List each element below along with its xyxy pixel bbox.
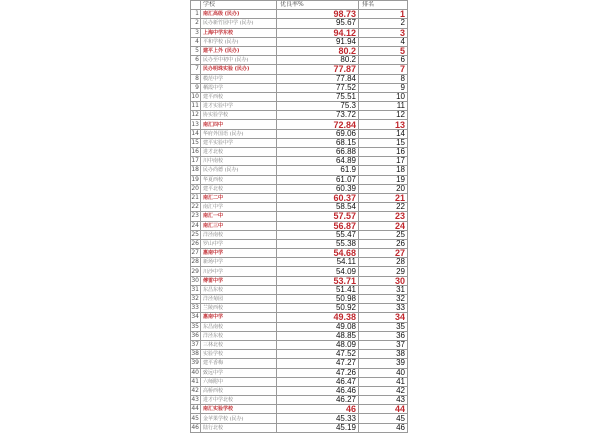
rate-cell: 49.08	[277, 322, 359, 331]
row-number-cell: 28	[191, 258, 199, 266]
rate-cell: 60.37	[277, 193, 359, 202]
rate-cell: 51.41	[277, 285, 359, 294]
table-row	[191, 65, 408, 74]
rank-cell: 43	[359, 396, 408, 405]
rank-cell: 3	[359, 28, 408, 37]
rate-cell: 55.47	[277, 230, 359, 239]
spreadsheet	[190, 0, 407, 432]
rank-cell: 16	[359, 148, 408, 157]
rate-cell: 55.38	[277, 239, 359, 248]
row-number-cell: 15	[191, 138, 199, 146]
row-number-cell: 42	[191, 386, 199, 394]
row-number-cell: 39	[191, 359, 199, 367]
rate-cell: 54.09	[277, 267, 359, 276]
rate-cell: 46.47	[277, 377, 359, 386]
row-number-cell: 36	[191, 331, 199, 339]
table-row	[191, 295, 408, 304]
rate-cell: 50.98	[277, 295, 359, 304]
rank-cell: 15	[359, 138, 408, 147]
school-cell: 栖霞中学	[201, 83, 277, 92]
school-cell: 民办明珠实验 (民办)	[201, 65, 277, 74]
table-row	[191, 148, 408, 157]
corner-cell	[191, 1, 201, 10]
rate-cell: 77.84	[277, 74, 359, 83]
table-row	[191, 230, 408, 239]
table-row	[191, 74, 408, 83]
table-row	[191, 212, 408, 221]
table-row	[191, 46, 408, 55]
rate-cell: 47.27	[277, 359, 359, 368]
row-number-cell: 33	[191, 304, 199, 312]
school-cell: 南汇一中	[201, 212, 277, 221]
school-cell: 南汇三中	[201, 221, 277, 230]
school-cell: 惠南中学	[201, 313, 277, 322]
rank-cell: 35	[359, 322, 408, 331]
rate-cell: 48.09	[277, 340, 359, 349]
row-number-cell: 9	[191, 83, 201, 92]
rank-cell: 9	[359, 83, 408, 92]
row-number-cell: 12	[191, 111, 199, 119]
rate-cell: 47.26	[277, 368, 359, 377]
table-row	[191, 359, 408, 368]
rank-cell: 12	[359, 111, 408, 120]
rate-cell: 60.39	[277, 184, 359, 193]
school-cell: 南汇二中	[201, 193, 277, 202]
table-row	[191, 267, 408, 276]
school-cell: 三林北校	[201, 340, 277, 349]
school-cell: 洋泾东校	[201, 331, 277, 340]
school-cell: 惠南中学	[201, 249, 277, 258]
table-row	[191, 249, 408, 258]
school-cell: 兰陵西校	[201, 304, 277, 313]
rank-cell: 46	[359, 423, 408, 432]
table-row	[191, 368, 408, 377]
table-row	[191, 193, 408, 202]
row-number-cell: 11	[191, 102, 199, 110]
row-number-cell: 6	[191, 56, 201, 65]
table-row	[191, 138, 408, 147]
rate-cell: 46.46	[277, 386, 359, 395]
school-cell: 南汇四中	[201, 120, 277, 129]
table-row	[191, 37, 408, 46]
table-row	[191, 377, 408, 386]
school-cell: 东昌南校	[201, 322, 277, 331]
rank-cell: 8	[359, 74, 408, 83]
rate-cell: 80.2	[277, 56, 359, 65]
rank-cell: 5	[359, 46, 408, 55]
ranking-table	[190, 0, 408, 433]
rank-cell: 38	[359, 350, 408, 359]
school-cell: 民办至中初中 (民办)	[201, 56, 277, 65]
rank-cell: 45	[359, 414, 408, 423]
table-row	[191, 423, 408, 432]
rate-cell: 54.68	[277, 249, 359, 258]
school-cell: 平和学校 (民办)	[201, 37, 277, 46]
rank-cell: 28	[359, 258, 408, 267]
rank-cell: 40	[359, 368, 408, 377]
row-number-cell: 38	[191, 350, 199, 358]
table-row	[191, 184, 408, 193]
row-number-cell: 22	[191, 203, 199, 211]
table-row	[191, 340, 408, 349]
rate-cell: 95.67	[277, 19, 359, 28]
table-row	[191, 304, 408, 313]
table-row	[191, 83, 408, 92]
rate-cell: 61.9	[277, 166, 359, 175]
rate-cell: 56.87	[277, 221, 359, 230]
row-number-cell: 14	[191, 129, 199, 137]
table-row	[191, 322, 408, 331]
table-row	[191, 10, 408, 19]
table-row	[191, 56, 408, 65]
row-number-cell: 40	[191, 368, 199, 376]
table-row	[191, 19, 408, 28]
rank-cell: 6	[359, 56, 408, 65]
rank-cell: 25	[359, 230, 408, 239]
rank-cell: 4	[359, 37, 408, 46]
rank-cell: 27	[359, 249, 408, 258]
rank-cell: 13	[359, 120, 408, 129]
rate-cell: 54.11	[277, 258, 359, 267]
rank-cell: 30	[359, 276, 408, 285]
table-row	[191, 157, 408, 166]
row-number-cell: 23	[191, 212, 199, 220]
rank-cell: 14	[359, 129, 408, 138]
rate-cell: 72.84	[277, 120, 359, 129]
row-number-cell: 4	[191, 37, 201, 46]
row-number-cell: 41	[191, 377, 199, 385]
school-cell: 建平北校	[201, 184, 277, 193]
rank-cell: 20	[359, 184, 408, 193]
rate-cell: 61.07	[277, 175, 359, 184]
rate-cell: 53.71	[277, 276, 359, 285]
rank-cell: 31	[359, 285, 408, 294]
table-row	[191, 111, 408, 120]
rate-cell: 50.92	[277, 304, 359, 313]
rate-cell: 47.52	[277, 350, 359, 359]
rank-cell: 17	[359, 157, 408, 166]
rate-cell: 45.33	[277, 414, 359, 423]
rate-cell: 49.38	[277, 313, 359, 322]
school-cell: 南汇实验学校	[201, 405, 277, 414]
table-row	[191, 120, 408, 129]
school-cell: 建平实验中学	[201, 138, 277, 147]
rank-cell: 24	[359, 221, 408, 230]
rate-cell: 75.51	[277, 92, 359, 101]
table-row	[191, 405, 408, 414]
row-number-cell: 29	[191, 267, 199, 275]
rate-cell: 58.54	[277, 203, 359, 212]
table-row	[191, 175, 408, 184]
table-row	[191, 92, 408, 101]
school-cell: 建平西校	[201, 92, 277, 101]
rate-cell: 45.19	[277, 423, 359, 432]
rate-cell: 57.57	[277, 212, 359, 221]
table-body	[191, 1, 408, 433]
rate-cell: 73.72	[277, 111, 359, 120]
rate-cell: 66.88	[277, 148, 359, 157]
table-row	[191, 331, 408, 340]
school-cell: 东昌东校	[201, 285, 277, 294]
row-number-cell: 8	[191, 74, 201, 83]
school-cell: 陆行北校	[201, 423, 277, 432]
school-cell: 六师附中	[201, 377, 277, 386]
school-cell: 上海中学东校	[201, 28, 277, 37]
rank-cell: 18	[359, 166, 408, 175]
rate-cell: 75.3	[277, 102, 359, 111]
rank-cell: 21	[359, 193, 408, 202]
row-number-cell: 18	[191, 166, 199, 174]
row-number-cell: 5	[191, 46, 201, 55]
header-school: 学校	[201, 1, 277, 10]
school-cell: 高桥西校	[201, 386, 277, 395]
row-number-cell: 43	[191, 396, 199, 404]
rank-cell: 33	[359, 304, 408, 313]
row-number-cell: 1	[191, 10, 201, 19]
rate-cell: 46	[277, 405, 359, 414]
rank-cell: 42	[359, 386, 408, 395]
table-row	[191, 386, 408, 395]
rank-cell: 2	[359, 19, 408, 28]
school-cell: 民办尚德 (民办)	[201, 166, 277, 175]
rate-cell: 77.87	[277, 65, 359, 74]
row-number-cell: 31	[191, 285, 199, 293]
table-row	[191, 28, 408, 37]
school-cell: 川中南校	[201, 157, 277, 166]
school-cell: 模范中学	[201, 74, 277, 83]
school-cell: 川沙中学	[201, 267, 277, 276]
row-number-cell: 35	[191, 322, 199, 330]
row-number-cell: 37	[191, 341, 199, 349]
header-row	[191, 1, 408, 10]
rate-cell: 64.89	[277, 157, 359, 166]
rate-cell: 48.85	[277, 331, 359, 340]
row-number-cell: 13	[191, 120, 199, 128]
table-row	[191, 239, 408, 248]
rank-cell: 34	[359, 313, 408, 322]
row-number-cell: 34	[191, 313, 199, 321]
row-number-cell: 27	[191, 249, 199, 257]
rank-cell: 29	[359, 267, 408, 276]
rank-cell: 32	[359, 295, 408, 304]
school-cell: 傅雷中学	[201, 276, 277, 285]
rank-cell: 41	[359, 377, 408, 386]
row-number-cell: 46	[191, 423, 199, 431]
rate-cell: 91.94	[277, 37, 359, 46]
table-row	[191, 396, 408, 405]
rank-cell: 23	[359, 212, 408, 221]
table-row	[191, 166, 408, 175]
school-cell: 进才中学北校	[201, 396, 277, 405]
table-row	[191, 350, 408, 359]
rank-cell: 37	[359, 340, 408, 349]
school-cell: 罗山中学	[201, 239, 277, 248]
row-number-cell: 7	[191, 65, 201, 74]
table-row	[191, 102, 408, 111]
school-cell: 建平上外 (民办)	[201, 46, 277, 55]
row-number-cell: 17	[191, 157, 199, 165]
school-cell: 进才实验中学	[201, 102, 277, 111]
school-cell: 建平香梅	[201, 359, 277, 368]
rate-cell: 68.15	[277, 138, 359, 147]
school-cell: 实验学校	[201, 350, 277, 359]
school-cell: 洋泾南校	[201, 230, 277, 239]
table-row	[191, 313, 408, 322]
row-number-cell: 19	[191, 175, 199, 183]
row-number-cell: 30	[191, 276, 199, 284]
row-number-cell: 2	[191, 19, 201, 28]
rate-cell: 94.12	[277, 28, 359, 37]
row-number-cell: 16	[191, 148, 199, 156]
school-cell: 华夏西校	[201, 175, 277, 184]
school-cell: 南汇中学	[201, 203, 277, 212]
row-number-cell: 44	[191, 405, 199, 413]
table-row	[191, 221, 408, 230]
school-cell: 新场中学	[201, 258, 277, 267]
school-cell: 民办新竹园中学 (民办)	[201, 19, 277, 28]
row-number-cell: 10	[191, 92, 199, 100]
rate-cell: 80.2	[277, 46, 359, 55]
school-cell: 南汇高级 (民办)	[201, 10, 277, 19]
row-number-cell: 26	[191, 239, 199, 247]
header-rank: 排名	[359, 1, 408, 10]
table-row	[191, 285, 408, 294]
row-number-cell: 20	[191, 184, 199, 192]
rank-cell: 39	[359, 359, 408, 368]
table-row	[191, 276, 408, 285]
table-row	[191, 414, 408, 423]
rank-cell: 22	[359, 203, 408, 212]
rate-cell: 69.06	[277, 129, 359, 138]
row-number-cell: 3	[191, 28, 201, 37]
school-cell: 洋泾菊园	[201, 295, 277, 304]
row-number-cell: 24	[191, 221, 199, 229]
school-cell: 华府外国语 (民办)	[201, 129, 277, 138]
rate-cell: 98.73	[277, 10, 359, 19]
header-rate: 优良率%	[277, 1, 359, 10]
rank-cell: 26	[359, 239, 408, 248]
table-row	[191, 258, 408, 267]
table-row	[191, 203, 408, 212]
rank-cell: 19	[359, 175, 408, 184]
row-number-cell: 45	[191, 414, 199, 422]
school-cell: 致远中学	[201, 368, 277, 377]
rate-cell: 46.27	[277, 396, 359, 405]
rank-cell: 7	[359, 65, 408, 74]
rank-cell: 44	[359, 405, 408, 414]
rate-cell: 77.52	[277, 83, 359, 92]
row-number-cell: 21	[191, 194, 199, 202]
row-number-cell: 32	[191, 295, 199, 303]
rank-cell: 36	[359, 331, 408, 340]
rank-cell: 10	[359, 92, 408, 101]
school-cell: 协实验学校	[201, 111, 277, 120]
row-number-cell: 25	[191, 230, 199, 238]
rank-cell: 11	[359, 102, 408, 111]
school-cell: 金苹果学校 (民办)	[201, 414, 277, 423]
school-cell: 进才北校	[201, 148, 277, 157]
rank-cell: 1	[359, 10, 408, 19]
table-row	[191, 129, 408, 138]
